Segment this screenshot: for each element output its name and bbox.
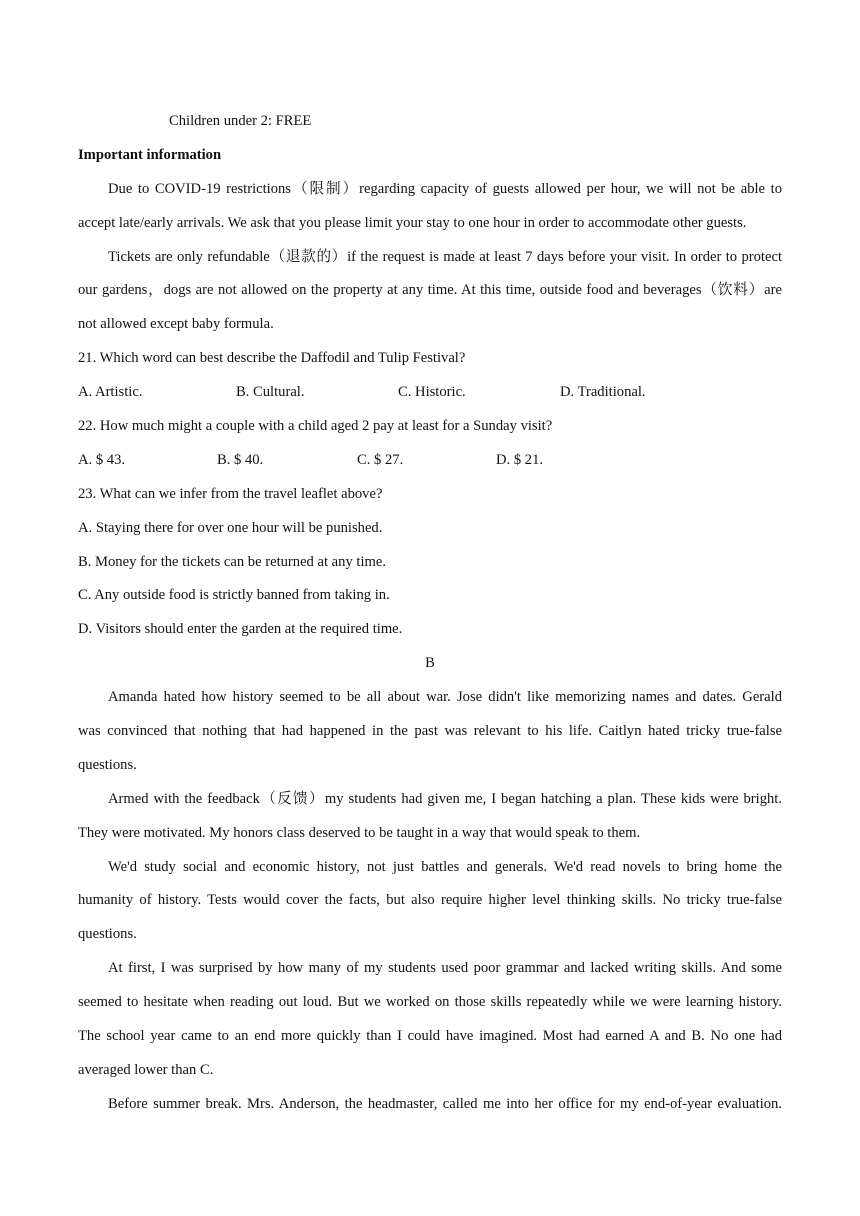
question-21-options xyxy=(78,376,782,410)
question-22-options xyxy=(78,444,782,478)
option-c: C. $ 27. xyxy=(357,451,404,468)
paragraph-line: Armed with the feedback（反馈）my students had given me, I began hatching a plan. These kids were bright. xyxy=(108,790,782,807)
paragraph-line: Due to COVID-19 restrictions（限制）regarding capacity of guests allowed per hour, we will not be able to xyxy=(108,180,782,197)
paragraph-line: not allowed except baby formula. xyxy=(78,316,274,333)
paragraph-line: We'd study social and economic history, not just battles and generals. We'd read novels to bring home the xyxy=(108,858,782,875)
option-b: B. Cultural. xyxy=(236,384,305,401)
option-b: B. Money for the tickets can be returned at any time. xyxy=(78,553,386,570)
paragraph-line: At first, I was surprised by how many of my students used poor grammar and lacked writing skills. And some xyxy=(108,960,782,977)
ticket-price-line: Children under 2: FREE xyxy=(169,113,312,129)
paragraph-line: Tickets are only refundable（退款的）if the request is made at least 7 days before your visit. In order to protect xyxy=(108,248,782,265)
paragraph-line: questions. xyxy=(78,756,137,773)
paragraph-line: Amanda hated how history seemed to be all about war. Jose didn't like memorizing names and dates. Gerald xyxy=(108,689,782,706)
option-d: D. Traditional. xyxy=(560,384,646,401)
option-b: B. $ 40. xyxy=(217,451,264,468)
question-23: 23. What can we infer from the travel leaflet above? xyxy=(78,485,383,502)
option-c: C. Any outside food is strictly banned from taking in. xyxy=(78,587,390,604)
option-a: A. Staying there for over one hour will be punished. xyxy=(78,519,383,536)
option-c: C. Historic. xyxy=(398,384,466,401)
section-heading: Important information xyxy=(78,146,222,163)
paragraph-line: accept late/early arrivals. We ask that you please limit your stay to one hour in order to accommodate other guests. xyxy=(78,214,747,231)
document-page xyxy=(78,105,782,1122)
section-b-heading: B xyxy=(425,655,435,672)
paragraph-line: our gardens，dogs are not allowed on the property at any time. At this time, outside food and beverages（饮料）are xyxy=(78,282,782,299)
paragraph-line: They were motivated. My honors class deserved to be taught in a way that would speak to them. xyxy=(78,824,641,841)
option-d: D. Visitors should enter the garden at the required time. xyxy=(78,621,403,638)
paragraph-line: humanity of history. Tests would cover the facts, but also require higher level thinking skills. No tricky true-false xyxy=(78,892,782,909)
paragraph-line: averaged lower than C. xyxy=(78,1061,214,1078)
option-a: A. Artistic. xyxy=(78,384,143,401)
option-a: A. $ 43. xyxy=(78,451,126,468)
paragraph-line: questions. xyxy=(78,926,137,943)
paragraph-line: The school year came to an end more quickly than I could have imagined. Most had earned A and B. No one had xyxy=(78,1028,782,1045)
question-21: 21. Which word can best describe the Daffodil and Tulip Festival? xyxy=(78,350,466,367)
question-22: 22. How much might a couple with a child aged 2 pay at least for a Sunday visit? xyxy=(78,418,553,435)
option-d: D. $ 21. xyxy=(496,451,544,468)
paragraph-line: seemed to hesitate when reading out loud. But we worked on those skills repeatedly while we were learning history. xyxy=(78,994,782,1011)
paragraph-line: Before summer break. Mrs. Anderson, the headmaster, called me into her office for my end-of-year evaluation. xyxy=(108,1095,782,1112)
paragraph-line: was convinced that nothing that had happened in the past was relevant to his life. Caitlyn hated tricky true-false xyxy=(78,723,782,740)
